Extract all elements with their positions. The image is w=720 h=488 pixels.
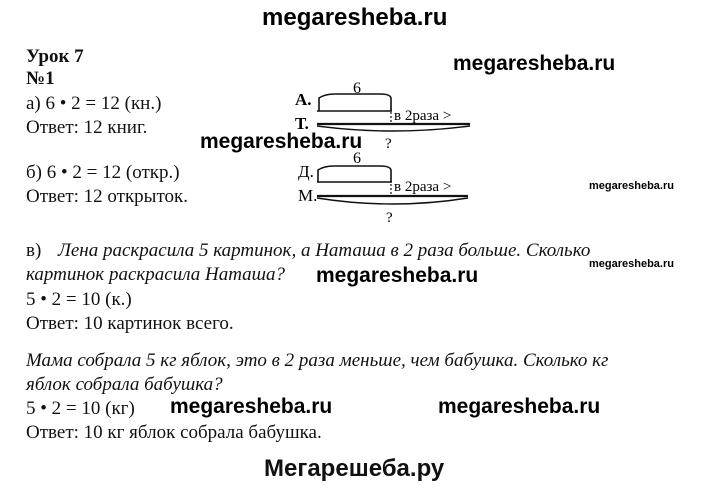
part-a-answer: Ответ: 12 книг. xyxy=(26,117,148,138)
diagram-b-label-bottom: М. xyxy=(298,186,318,205)
part-b-equation: б) 6 • 2 = 12 (откр.) xyxy=(26,162,180,183)
lesson-title: Урок 7 xyxy=(26,46,84,67)
part-g-answer: Ответ: 10 кг яблок собрала бабушка. xyxy=(26,422,322,443)
diagram-b-question: ? xyxy=(386,210,393,226)
part-g-problem-line1: Мама собрала 5 кг яблок, это в 2 раза меньше, чем бабушка. Сколько кг xyxy=(26,350,609,371)
watermark-small-right-2: megaresheba.ru xyxy=(589,258,674,270)
part-v-prefix: в) xyxy=(26,240,42,261)
diagram-b-label-top: Д. xyxy=(298,162,314,181)
diagram-b-ratio: в 2раза > xyxy=(394,179,452,195)
watermark-bottom-right: megaresheba.ru xyxy=(438,395,601,418)
part-a-equation: а) 6 • 2 = 12 (кн.) xyxy=(26,93,162,114)
diagram-a-question: ? xyxy=(385,136,392,150)
watermark-part-a: megaresheba.ru xyxy=(200,130,363,153)
footer-brand: Мегарешеба.ру xyxy=(264,455,445,482)
watermark-small-right-1: megaresheba.ru xyxy=(589,180,674,192)
part-b-answer: Ответ: 12 открыток. xyxy=(26,186,188,207)
part-g-problem-line2: яблок собрала бабушка? xyxy=(26,374,223,395)
watermark-bottom-left: megaresheba.ru xyxy=(170,395,333,418)
diagram-b-top-segment xyxy=(318,166,391,182)
part-v-answer: Ответ: 10 картинок всего. xyxy=(26,313,234,334)
watermark-right-upper: megaresheba.ru xyxy=(453,52,616,75)
watermark-top: megaresheba.ru xyxy=(262,4,448,31)
diagram-a xyxy=(295,78,485,150)
task-number: №1 xyxy=(26,68,55,89)
part-v-problem-line1: Лена раскрасила 5 картинок, а Наташа в 2 раза больше. Сколько xyxy=(58,240,591,261)
diagram-b-value: 6 xyxy=(353,150,361,167)
diagram-b xyxy=(298,148,488,228)
part-v-problem-line2: картинок раскрасила Наташа? xyxy=(26,264,285,285)
diagram-a-label-top: А. xyxy=(295,90,312,109)
watermark-part-v: megaresheba.ru xyxy=(316,264,479,287)
part-v-equation: 5 • 2 = 10 (к.) xyxy=(26,289,132,310)
diagram-a-value: 6 xyxy=(353,80,361,97)
diagram-a-ratio: в 2раза > xyxy=(394,108,452,124)
diagram-a-label-bottom: Т. xyxy=(295,114,309,133)
part-g-equation: 5 • 2 = 10 (кг) xyxy=(26,398,135,419)
